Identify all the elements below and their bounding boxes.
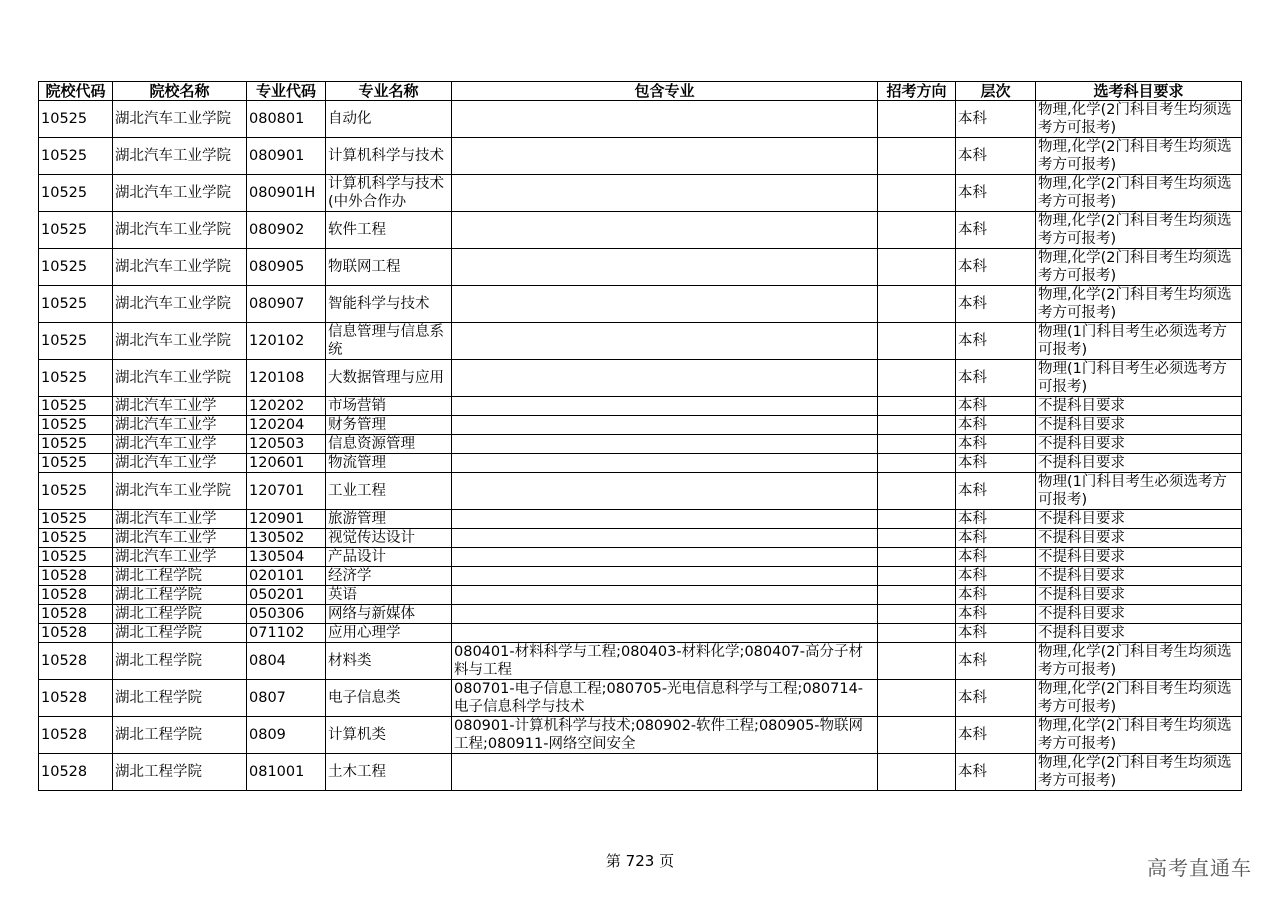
cell-school-code: 10525 — [39, 175, 113, 212]
cell-school-name: 湖北工程学院 — [113, 643, 247, 680]
table-row — [39, 567, 1242, 586]
cell-included-majors — [452, 624, 878, 643]
cell-major-code: 0807 — [247, 680, 326, 717]
cell-school-name: 湖北汽车工业学院 — [113, 249, 247, 286]
cell-major-name: 智能科学与技术 — [326, 286, 452, 323]
cell-direction — [878, 529, 956, 548]
cell-major-code: 080901 — [247, 138, 326, 175]
cell-school-name: 湖北汽车工业学院 — [113, 473, 247, 510]
cell-major-name: 物流管理 — [326, 454, 452, 473]
table-row — [39, 548, 1242, 567]
table-row — [39, 586, 1242, 605]
cell-major-name: 大数据管理与应用 — [326, 360, 452, 397]
cell-major-code: 080902 — [247, 212, 326, 249]
cell-level: 本科 — [956, 586, 1036, 605]
cell-level: 本科 — [956, 212, 1036, 249]
cell-major-code: 050306 — [247, 605, 326, 624]
cell-included-majors: 080401-材料科学与工程;080403-材料化学;080407-高分子材料与工程 — [452, 643, 878, 680]
cell-major-name: 计算机科学与技术(中外合作办 — [326, 175, 452, 212]
cell-included-majors — [452, 360, 878, 397]
header-major-code: 专业代码 — [247, 82, 326, 101]
cell-included-majors — [452, 323, 878, 360]
cell-direction — [878, 586, 956, 605]
cell-school-name: 湖北工程学院 — [113, 680, 247, 717]
header-subject-requirement: 选考科目要求 — [1036, 82, 1242, 101]
cell-major-code: 080905 — [247, 249, 326, 286]
cell-subject-requirement: 不提科目要求 — [1036, 605, 1242, 624]
header-school-name: 院校名称 — [113, 82, 247, 101]
cell-school-name: 湖北汽车工业学院 — [113, 323, 247, 360]
cell-major-name: 市场营销 — [326, 397, 452, 416]
cell-subject-requirement: 不提科目要求 — [1036, 397, 1242, 416]
cell-major-name: 信息资源管理 — [326, 435, 452, 454]
cell-major-name: 物联网工程 — [326, 249, 452, 286]
cell-major-name: 视觉传达设计 — [326, 529, 452, 548]
table-row — [39, 605, 1242, 624]
cell-included-majors — [452, 175, 878, 212]
cell-major-name: 网络与新媒体 — [326, 605, 452, 624]
cell-level: 本科 — [956, 473, 1036, 510]
cell-level: 本科 — [956, 360, 1036, 397]
table-row — [39, 175, 1242, 212]
page-number: 第 723 页 — [605, 852, 675, 870]
cell-level: 本科 — [956, 529, 1036, 548]
cell-direction — [878, 416, 956, 435]
cell-school-name: 湖北工程学院 — [113, 567, 247, 586]
cell-subject-requirement: 物理,化学(2门科目考生均须选考方可报考) — [1036, 249, 1242, 286]
cell-subject-requirement: 不提科目要求 — [1036, 624, 1242, 643]
cell-subject-requirement: 物理,化学(2门科目考生均须选考方可报考) — [1036, 175, 1242, 212]
cell-major-name: 土木工程 — [326, 754, 452, 791]
cell-level: 本科 — [956, 510, 1036, 529]
cell-major-code: 0809 — [247, 717, 326, 754]
cell-subject-requirement: 不提科目要求 — [1036, 510, 1242, 529]
cell-school-name: 湖北汽车工业学 — [113, 397, 247, 416]
cell-school-name: 湖北汽车工业学 — [113, 510, 247, 529]
table-row — [39, 138, 1242, 175]
cell-school-code: 10525 — [39, 397, 113, 416]
cell-major-name: 旅游管理 — [326, 510, 452, 529]
cell-major-code: 120108 — [247, 360, 326, 397]
table-row — [39, 510, 1242, 529]
table-row — [39, 624, 1242, 643]
table-row — [39, 101, 1242, 138]
table-row — [39, 323, 1242, 360]
cell-subject-requirement: 物理,化学(2门科目考生均须选考方可报考) — [1036, 643, 1242, 680]
cell-direction — [878, 454, 956, 473]
cell-school-code: 10528 — [39, 680, 113, 717]
cell-school-name: 湖北汽车工业学院 — [113, 138, 247, 175]
cell-major-code: 081001 — [247, 754, 326, 791]
cell-direction — [878, 175, 956, 212]
cell-subject-requirement: 不提科目要求 — [1036, 435, 1242, 454]
cell-subject-requirement: 不提科目要求 — [1036, 454, 1242, 473]
table-body — [39, 101, 1242, 791]
cell-included-majors — [452, 435, 878, 454]
cell-included-majors — [452, 754, 878, 791]
cell-school-code: 10525 — [39, 548, 113, 567]
cell-subject-requirement: 物理,化学(2门科目考生均须选考方可报考) — [1036, 212, 1242, 249]
cell-major-code: 050201 — [247, 586, 326, 605]
cell-subject-requirement: 不提科目要求 — [1036, 567, 1242, 586]
cell-direction — [878, 605, 956, 624]
cell-included-majors — [452, 473, 878, 510]
cell-direction — [878, 101, 956, 138]
cell-subject-requirement: 不提科目要求 — [1036, 529, 1242, 548]
cell-major-code: 120102 — [247, 323, 326, 360]
table-row — [39, 286, 1242, 323]
cell-school-code: 10525 — [39, 529, 113, 548]
cell-included-majors — [452, 548, 878, 567]
cell-school-name: 湖北汽车工业学院 — [113, 286, 247, 323]
cell-school-name: 湖北工程学院 — [113, 717, 247, 754]
cell-direction — [878, 473, 956, 510]
header-school-code: 院校代码 — [39, 82, 113, 101]
cell-level: 本科 — [956, 249, 1036, 286]
cell-school-code: 10525 — [39, 212, 113, 249]
cell-subject-requirement: 物理(1门科目考生必须选考方可报考) — [1036, 360, 1242, 397]
table-row — [39, 529, 1242, 548]
table-row — [39, 643, 1242, 680]
cell-school-name: 湖北汽车工业学院 — [113, 360, 247, 397]
table-row — [39, 754, 1242, 791]
cell-direction — [878, 567, 956, 586]
cell-subject-requirement: 不提科目要求 — [1036, 586, 1242, 605]
cell-subject-requirement: 物理,化学(2门科目考生均须选考方可报考) — [1036, 754, 1242, 791]
cell-school-code: 10525 — [39, 286, 113, 323]
cell-level: 本科 — [956, 754, 1036, 791]
cell-included-majors — [452, 586, 878, 605]
cell-direction — [878, 643, 956, 680]
cell-school-code: 10525 — [39, 510, 113, 529]
cell-subject-requirement: 不提科目要求 — [1036, 548, 1242, 567]
cell-school-name: 湖北工程学院 — [113, 624, 247, 643]
cell-school-code: 10525 — [39, 360, 113, 397]
cell-school-code: 10528 — [39, 754, 113, 791]
cell-major-code: 120701 — [247, 473, 326, 510]
cell-school-name: 湖北汽车工业学 — [113, 548, 247, 567]
cell-school-name: 湖北工程学院 — [113, 605, 247, 624]
table-row — [39, 454, 1242, 473]
cell-major-code: 120503 — [247, 435, 326, 454]
table-row — [39, 680, 1242, 717]
cell-level: 本科 — [956, 397, 1036, 416]
cell-included-majors — [452, 249, 878, 286]
table-row — [39, 397, 1242, 416]
cell-level: 本科 — [956, 286, 1036, 323]
cell-direction — [878, 435, 956, 454]
cell-major-code: 0804 — [247, 643, 326, 680]
cell-direction — [878, 323, 956, 360]
cell-included-majors — [452, 567, 878, 586]
admission-table — [38, 81, 1242, 791]
table-row — [39, 249, 1242, 286]
cell-included-majors — [452, 138, 878, 175]
cell-school-name: 湖北汽车工业学院 — [113, 175, 247, 212]
cell-major-name: 应用心理学 — [326, 624, 452, 643]
cell-major-code: 120901 — [247, 510, 326, 529]
cell-included-majors — [452, 212, 878, 249]
cell-school-code: 10528 — [39, 624, 113, 643]
cell-school-name: 湖北汽车工业学 — [113, 416, 247, 435]
cell-school-code: 10525 — [39, 454, 113, 473]
cell-level: 本科 — [956, 454, 1036, 473]
cell-level: 本科 — [956, 605, 1036, 624]
cell-direction — [878, 624, 956, 643]
cell-school-name: 湖北汽车工业学院 — [113, 101, 247, 138]
cell-major-name: 计算机类 — [326, 717, 452, 754]
table-row — [39, 212, 1242, 249]
cell-major-code: 080801 — [247, 101, 326, 138]
cell-included-majors: 080901-计算机科学与技术;080902-软件工程;080905-物联网工程;080911-网络空间安全 — [452, 717, 878, 754]
table-row — [39, 435, 1242, 454]
cell-major-name: 电子信息类 — [326, 680, 452, 717]
table-row — [39, 717, 1242, 754]
cell-major-name: 产品设计 — [326, 548, 452, 567]
cell-included-majors — [452, 529, 878, 548]
cell-included-majors — [452, 605, 878, 624]
cell-school-name: 湖北汽车工业学 — [113, 529, 247, 548]
cell-major-code: 120204 — [247, 416, 326, 435]
cell-level: 本科 — [956, 435, 1036, 454]
cell-level: 本科 — [956, 643, 1036, 680]
cell-major-name: 英语 — [326, 586, 452, 605]
cell-subject-requirement: 物理,化学(2门科目考生均须选考方可报考) — [1036, 138, 1242, 175]
table-row — [39, 473, 1242, 510]
cell-subject-requirement: 物理(1门科目考生必须选考方可报考) — [1036, 473, 1242, 510]
cell-school-name: 湖北汽车工业学 — [113, 454, 247, 473]
cell-direction — [878, 212, 956, 249]
header-included-majors: 包含专业 — [452, 82, 878, 101]
cell-school-code: 10525 — [39, 101, 113, 138]
cell-major-name: 软件工程 — [326, 212, 452, 249]
cell-direction — [878, 680, 956, 717]
cell-level: 本科 — [956, 680, 1036, 717]
cell-subject-requirement: 物理,化学(2门科目考生均须选考方可报考) — [1036, 101, 1242, 138]
cell-school-code: 10528 — [39, 567, 113, 586]
cell-direction — [878, 717, 956, 754]
cell-level: 本科 — [956, 416, 1036, 435]
cell-major-code: 120601 — [247, 454, 326, 473]
cell-major-code: 080901H — [247, 175, 326, 212]
header-level: 层次 — [956, 82, 1036, 101]
cell-major-code: 020101 — [247, 567, 326, 586]
cell-school-code: 10525 — [39, 323, 113, 360]
cell-major-code: 120202 — [247, 397, 326, 416]
cell-school-name: 湖北工程学院 — [113, 754, 247, 791]
cell-major-name: 计算机科学与技术 — [326, 138, 452, 175]
cell-level: 本科 — [956, 323, 1036, 360]
cell-major-name: 材料类 — [326, 643, 452, 680]
cell-school-code: 10525 — [39, 435, 113, 454]
cell-school-code: 10525 — [39, 416, 113, 435]
cell-subject-requirement: 物理,化学(2门科目考生均须选考方可报考) — [1036, 680, 1242, 717]
cell-subject-requirement: 物理,化学(2门科目考生均须选考方可报考) — [1036, 286, 1242, 323]
cell-major-code: 080907 — [247, 286, 326, 323]
header-row — [39, 82, 1242, 101]
cell-school-name: 湖北汽车工业学院 — [113, 212, 247, 249]
cell-subject-requirement: 物理(1门科目考生必须选考方可报考) — [1036, 323, 1242, 360]
cell-level: 本科 — [956, 567, 1036, 586]
cell-included-majors: 080701-电子信息工程;080705-光电信息科学与工程;080714-电子信息科学与技术 — [452, 680, 878, 717]
cell-included-majors — [452, 101, 878, 138]
cell-school-name: 湖北工程学院 — [113, 586, 247, 605]
cell-included-majors — [452, 454, 878, 473]
cell-school-code: 10528 — [39, 586, 113, 605]
cell-subject-requirement: 物理,化学(2门科目考生均须选考方可报考) — [1036, 717, 1242, 754]
cell-direction — [878, 510, 956, 529]
cell-school-code: 10525 — [39, 249, 113, 286]
cell-major-code: 130504 — [247, 548, 326, 567]
cell-direction — [878, 286, 956, 323]
cell-major-code: 130502 — [247, 529, 326, 548]
cell-direction — [878, 397, 956, 416]
watermark-logo: 高考直通车 — [1147, 856, 1252, 880]
cell-major-name: 财务管理 — [326, 416, 452, 435]
table-row — [39, 360, 1242, 397]
cell-major-name: 信息管理与信息系统 — [326, 323, 452, 360]
cell-school-code: 10528 — [39, 605, 113, 624]
cell-subject-requirement: 不提科目要求 — [1036, 416, 1242, 435]
cell-direction — [878, 138, 956, 175]
cell-school-code: 10528 — [39, 643, 113, 680]
cell-direction — [878, 548, 956, 567]
cell-major-name: 自动化 — [326, 101, 452, 138]
cell-major-code: 071102 — [247, 624, 326, 643]
cell-included-majors — [452, 286, 878, 323]
cell-direction — [878, 249, 956, 286]
header-major-name: 专业名称 — [326, 82, 452, 101]
cell-included-majors — [452, 416, 878, 435]
cell-school-code: 10525 — [39, 138, 113, 175]
table-row — [39, 416, 1242, 435]
cell-level: 本科 — [956, 101, 1036, 138]
cell-direction — [878, 360, 956, 397]
cell-school-name: 湖北汽车工业学 — [113, 435, 247, 454]
cell-level: 本科 — [956, 138, 1036, 175]
cell-level: 本科 — [956, 624, 1036, 643]
cell-included-majors — [452, 510, 878, 529]
cell-level: 本科 — [956, 717, 1036, 754]
cell-major-name: 工业工程 — [326, 473, 452, 510]
cell-major-name: 经济学 — [326, 567, 452, 586]
header-direction: 招考方向 — [878, 82, 956, 101]
cell-school-code: 10525 — [39, 473, 113, 510]
cell-level: 本科 — [956, 175, 1036, 212]
cell-level: 本科 — [956, 548, 1036, 567]
cell-school-code: 10528 — [39, 717, 113, 754]
cell-included-majors — [452, 397, 878, 416]
cell-direction — [878, 754, 956, 791]
